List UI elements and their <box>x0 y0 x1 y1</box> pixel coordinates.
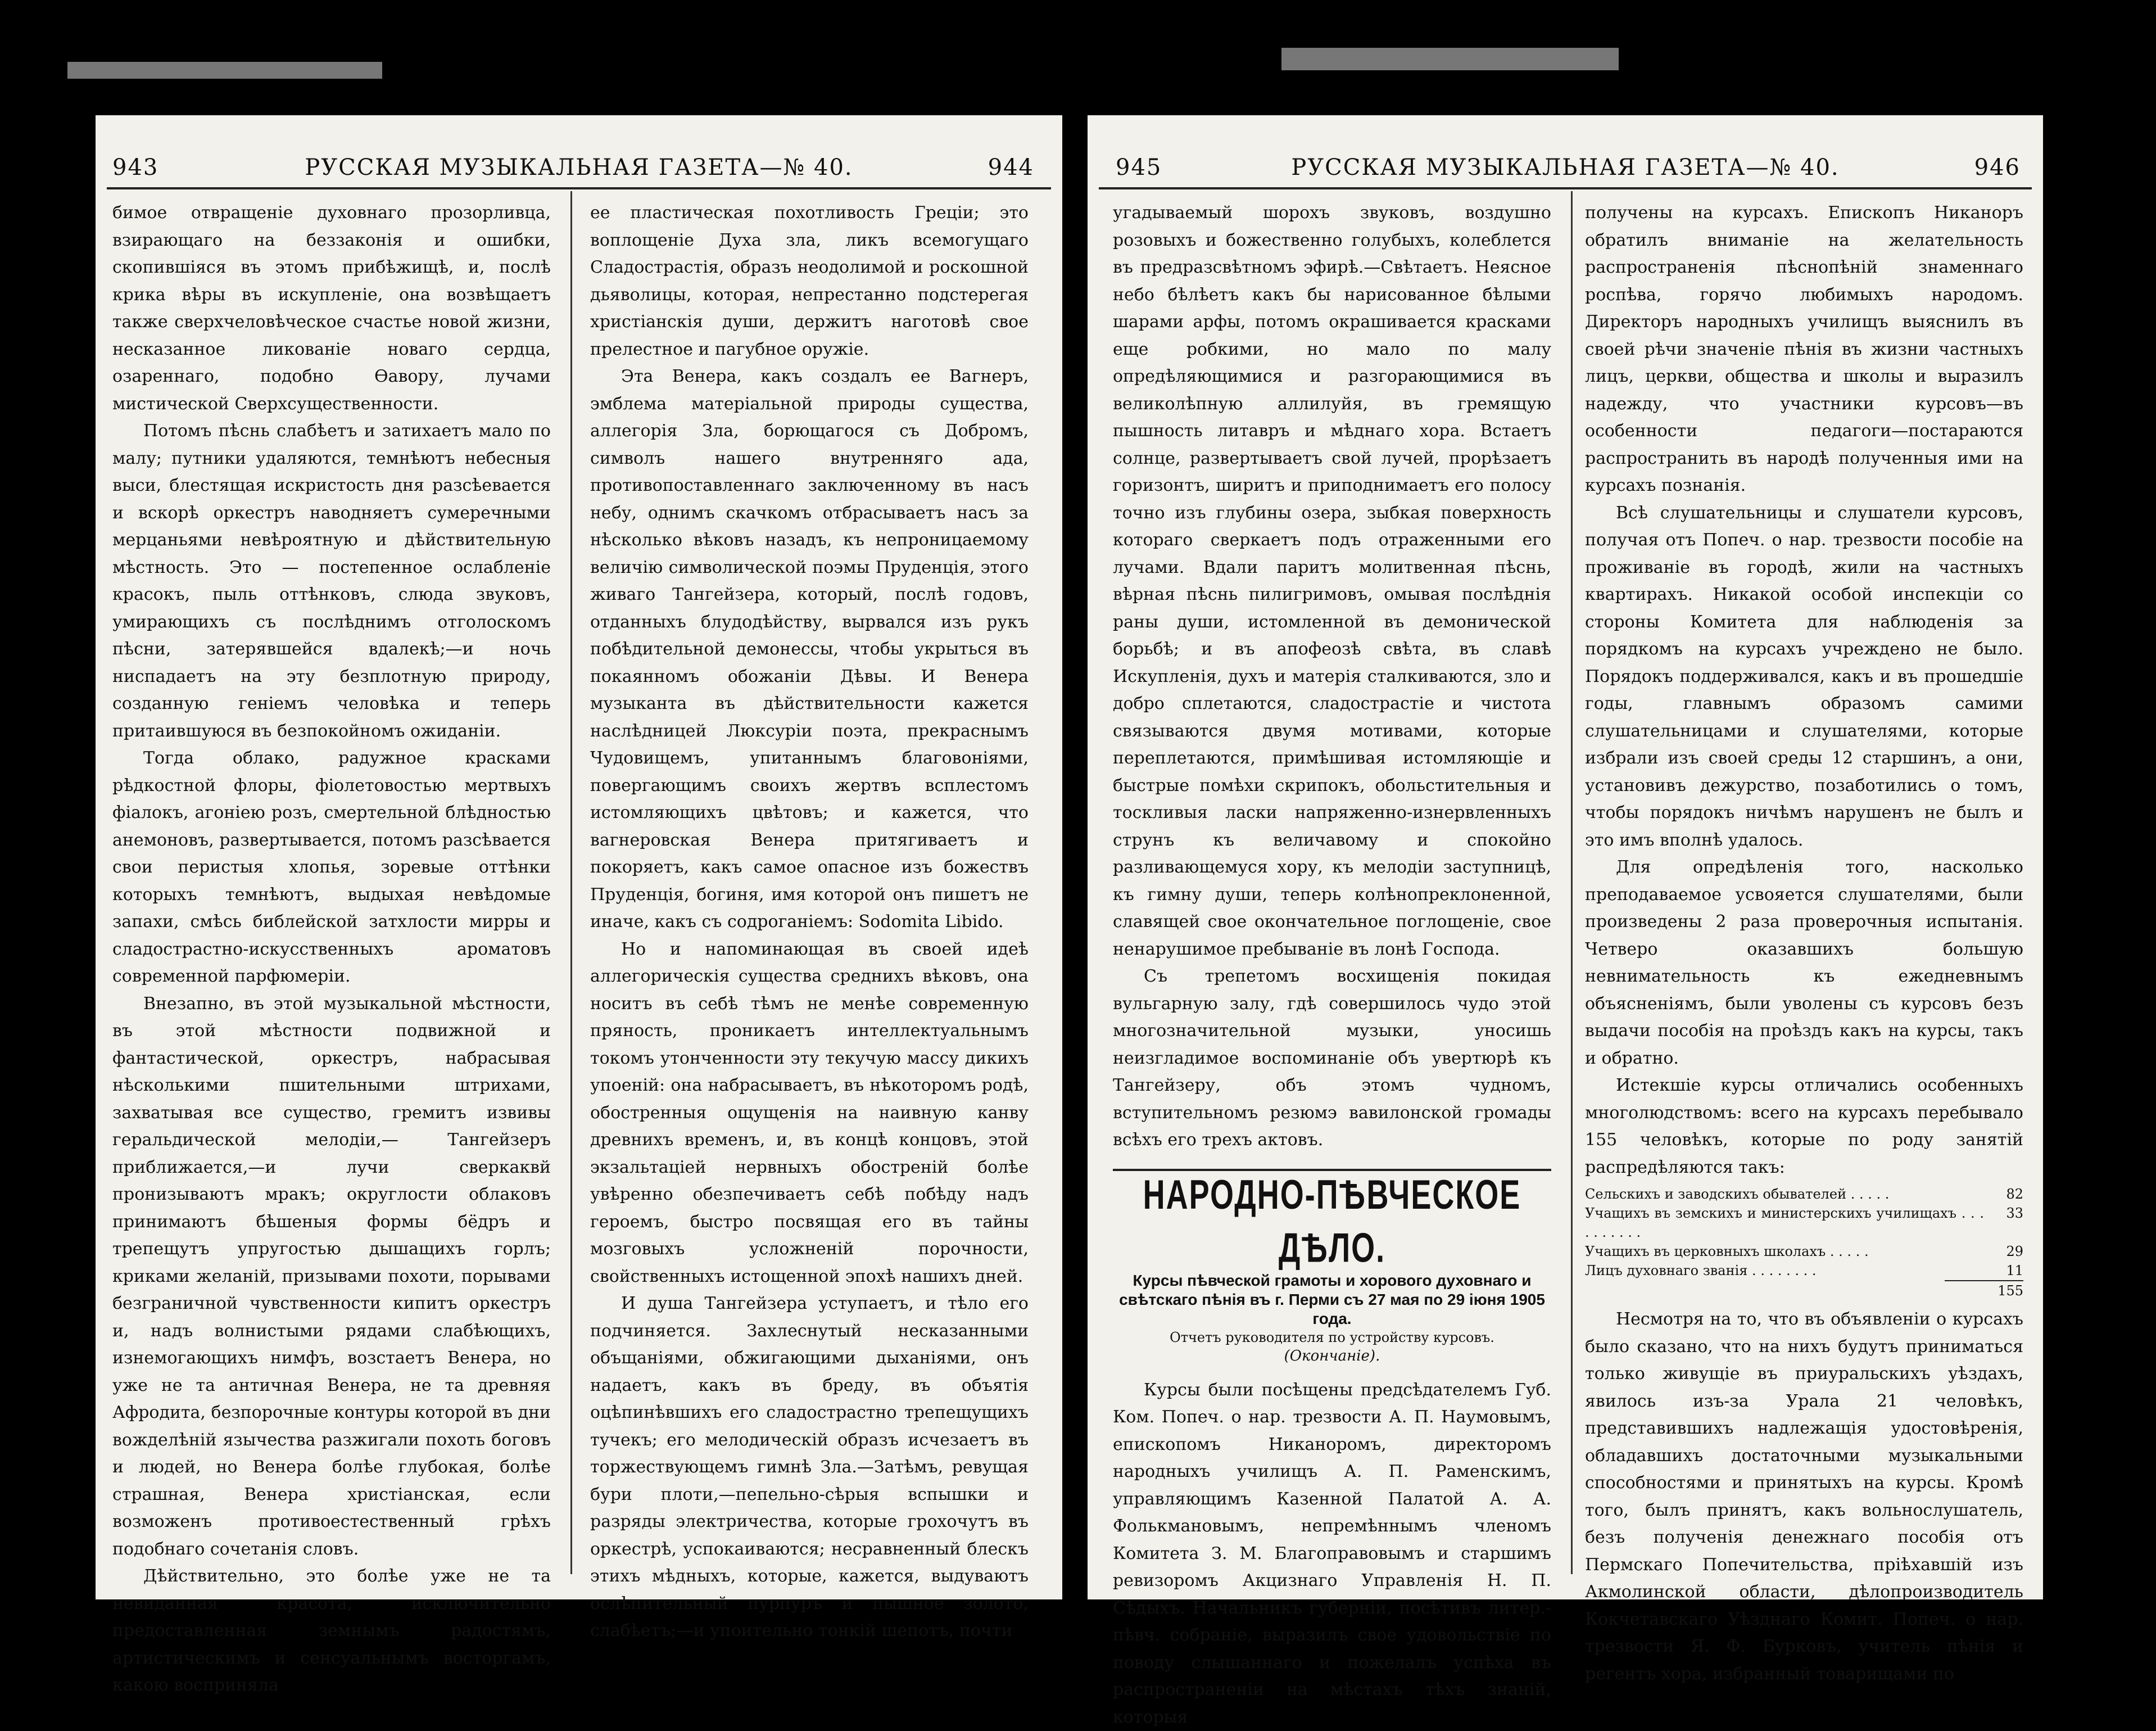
table-total: 155 <box>1945 1280 2023 1300</box>
paragraph: Для опредѣленія того, насколько преподаваемое усвояется слушателями, были произведены 2 раза проверочныя испытанія. Четверо оказавшихъ большую невнимательность къ ежедневнымъ объясненіямъ, были уволены съ курсовъ безъ выдачи пособія на проѣздъ какъ на курсы, такъ и обратно. <box>1585 854 2023 1072</box>
page-number-946: 946 <box>1974 155 2021 180</box>
attendance-table <box>1585 1185 2023 1300</box>
scan-noise-top-right <box>1281 48 1619 70</box>
left-page <box>96 115 1062 1599</box>
section-heading-block <box>1113 1169 1551 1366</box>
paragraph: Внезапно, въ этой музыкальной мѣстности, въ этой мѣстности подвижной и фантастической, оркестръ, набрасывая нѣсколькими пшительными штрихами, захватывая все существо, гремитъ извивы геральдической мелодіи,— Тангейзеръ приближается,—и лучи сверкаквй пронизываютъ мракъ; округлости облаковъ принимаютъ бѣшеныя формы бёдръ и трепещутъ упругостью дышащихъ горлъ; криками желаній, призывами похоти, порывами безграничной чувственности кипитъ оркестръ и, надъ волнистыми рядами слабѣющихъ, изнемогающихъ нимфъ, возстаетъ Венера, но уже не та античная Венера, не та древняя Афродита, безпорочные контуры которой въ дни вожделѣній язычества разжигали похоть боговъ и людей, но Венера болѣе глубокая, болѣе страшная, Венера христіанская, если возможенъ противоестественный грѣхъ подобнаго сочетанія словъ. <box>112 991 551 1563</box>
paragraph: И душа Тангейзера уступаетъ, и тѣло его подчиняется. Захлеснутый несказанными объщаніями, обжигающими дыханіями, онъ надаетъ, какъ въ бреду, въ объятія оцѣпинѣвшихъ его сладострастно трепещущихъ тучекъ; его мелодическій образъ исчезаетъ въ торжествующемъ гимнѣ Зла.—Затѣмъ, ревущая бури плоти,—пепельно-сѣрыя вспышки и разряды электричества, которые грохочутъ въ оркестрѣ, успокаиваются; несравненный блескъ этихъ мѣдныхъ, которые, кажется, выдуваютъ ослѣпительный пурпуръ и пышное золото, слабѣетъ;—и упоительно тонкій шепотъ, почти <box>590 1290 1029 1645</box>
paragraph: получены на курсахъ. Епископъ Никаноръ обратилъ вниманіе на желательность распространенія пѣснопѣній знаменнаго роспѣва, горячо любимыхъ народомъ. Директоръ народныхъ училищъ выяснилъ въ своей рѣчи значеніе пѣнія въ жизни частныхъ лицъ, церкви, общества и школы и выразилъ надежду, что участники курсовъ—въ особенности педагоги—постараются распространить въ народѣ полученныя ими на курсахъ познанія. <box>1585 200 2023 500</box>
page-number-944: 944 <box>988 155 1034 180</box>
page-number-945: 945 <box>1116 155 1162 180</box>
paragraph: Но и напоминающая въ своей идеѣ аллегорическія существа среднихъ вѣковъ, она носитъ въ себѣ тѣмъ не менѣе современную пряность, проникаетъ интеллектуальнымъ токомъ утонченности эту текучую массу дикихъ упоеній: она набрасываетъ, въ нѣкоторомъ родѣ, обостренныя ощущенія на наивную канву древнихъ временъ, и, въ концѣ концовъ, этой экзальтаціей нервныхъ обостреній болѣе увѣренно обезпечиваетъ себѣ побѣду надъ героемъ, быстро посвящая его въ тайны мозговыхъ усложненій порочности, свойственныхъ истощенной эпохѣ нашихъ дней. <box>590 936 1029 1291</box>
right-page <box>1088 115 2043 1599</box>
paragraph: Эта Венера, какъ создалъ ее Вагнеръ, эмблема матеріальной природы существа, аллегорія Зла, борющагося съ Добромъ, символъ нашего внутренняго ада, противопоставленнаго заключенному въ насъ небу, однимъ скачкомъ отбрасываетъ насъ за нѣсколько вѣковъ назадъ, къ непроницаемому величію символической поэмы Пруденція, этого живаго Тангейзера, который, послѣ годовъ, отданныхъ блудодѣйству, вырвался изъ рукъ побѣдительной демонессы, чтобы укрыться въ покаянномъ обожаніи Дѣвы. И Венера музыканта въ дѣйствительности кажется наслѣдницей Люксуріи поэта, прекраснымъ Чудовищемъ, упитаннымъ благовоніями, повергающимъ своихъ жертвъ всплестомъ истомляющихъ цвѣтовъ; и кажется, что вагнеровская Венера притягиваетъ и покоряетъ, какъ самое опасное изъ божествъ Пруденція, богиня, имя которой онъ пишетъ не иначе, какъ съ содроганіемъ: Sodomita Libido. <box>590 363 1029 936</box>
right-column-2 <box>1585 200 2023 1571</box>
paragraph: Съ трепетомъ восхищенія покидая вульгарную залу, гдѣ совершилось чудо этой многозначительной музыки, уносишь неизгладимое воспоминаніе объ увертюрѣ къ Тангейзеру, объ этомъ чудномъ, вступительномъ резюмэ вавилонской громады всѣхъ его трехъ актовъ. <box>1113 963 1551 1154</box>
paragraph: Дѣйствительно, это болѣе уже не та невиданная красота, исключительно предоставленная земнымъ радостямъ, артистическимъ и сенсуальнымъ восторгамъ, какою восприняла <box>112 1563 551 1700</box>
left-column-1 <box>112 200 551 1571</box>
section-subheading: Курсы пѣвческой грамоты и хорового духовнаго и свѣтскаго пѣнія въ г. Перми съ 27 мая по 29 іюня 1905 года. <box>1113 1271 1551 1328</box>
right-column-1 <box>1113 200 1551 1571</box>
paragraph: ее пластическая похотливость Греціи; это воплощеніе Духа зла, ликъ всемогущаго Сладострастія, образъ неодолимой и роскошной дьяволицы, которая, непрестанно подстерегая христіанскія души, держитъ наготовѣ свое прелестное и пагубное оружіе. <box>590 200 1029 363</box>
right-running-header <box>1088 138 2043 188</box>
table-row: Учащихъ въ земскихъ и министерскихъ училищахъ . . . . . . . . . . 33 <box>1585 1204 2023 1242</box>
paragraph: угадываемый шорохъ звуковъ, воздушно розовыхъ и божественно голубыхъ, колеблется въ предразсвѣтномъ эфирѣ.—Свѣтаетъ. Неясное небо бѣлѣетъ какъ бы нарисованное бѣлыми шарами арфы, потомъ окрашивается красками еще робкими, но мало по малу опредѣляющимися и разгорающимися въ великолѣпную аллилуйя, въ гремящую пышность литавръ и мѣднаго хора. Встаетъ солнце, развертываетъ свой лучей, прорѣзаетъ горизонтъ, ширитъ и приподнимаетъ его полосу точно изъ глубины озера, зыбкая поверхность котораго сверкаетъ подъ отраженными его лучами. Вдали паритъ молитвенная пѣснь, вѣрная пѣснь пилигримовъ, омывая послѣднія раны души, истомленной въ демонической борьбѣ; и въ апофеозѣ свѣта, въ славѣ Искупленія, духъ и матерія сталкиваются, зло и добро сплетаются, сладострастіе и чистота связываются двумя мотивами, которые переплетаются, примѣшивая истомляющіе и быстрые помѣхи скрипокъ, обольстительныя и тоскливыя ласки напряженно-изнервленныхъ струнъ къ величавому и спокойно разливающемуся хору, къ мелодіи заступницѣ, къ гимну души, теперь колѣнопреклоненной, славящей свое окончательное поглощеніе, свое ненарушимое пребываніе въ лонѣ Господа. <box>1113 200 1551 963</box>
left-column-2 <box>590 200 1029 1571</box>
table-row: Учащихъ въ церковныхъ школахъ . . . . . 29 <box>1585 1242 2023 1261</box>
report-line: Отчетъ руководителя по устройству курсовъ. <box>1113 1328 1551 1346</box>
column-divider <box>1571 191 1573 1574</box>
left-running-header <box>96 138 1062 188</box>
paragraph: бимое отвращеніе духовнаго прозорливца, взирающаго на беззаконія и ошибки, скопившіяся въ этомъ прибѣжищѣ, и, послѣ крика вѣры въ искупленіе, она возвѣщаетъ также сверхчеловѣческое счастье новой жизни, несказанное ликованіе новаго сердца, озареннаго, подобно Ѳавору, лучами мистической Сверхсущественности. <box>112 200 551 418</box>
paragraph: Потомъ пѣснь слабѣетъ и затихаетъ мало по малу; путники удаляются, темнѣютъ небесныя выси, блестящая искристость дня разсѣевается и вскорѣ оркестръ наводняетъ сумеречными мерцаньями невѣроятную и дѣйствительную мѣстность. Это — постепенное ослабленіе красокъ, пыль оттѣнковъ, слюда звуковъ, умирающихъ съ послѣднимъ отголоскомъ пѣсни, затерявшейся вдалекѣ;—и ночь ниспадаетъ на эту безплотную природу, созданную геніемъ человѣка и теперь притаившуюся въ безпокойномъ ожиданіи. <box>112 418 551 745</box>
scan-noise-top-left <box>67 62 382 79</box>
ending-note: (Окончаніе). <box>1113 1346 1551 1366</box>
header-rule <box>1099 187 2032 189</box>
header-rule <box>107 187 1051 189</box>
table-row: Сельскихъ и заводскихъ обывателей . . . . . 82 <box>1585 1185 2023 1204</box>
paragraph: Всѣ слушательницы и слушатели курсовъ, получая отъ Попеч. о нар. трезвости пособіе на проживаніе въ городѣ, жили на частныхъ квартирахъ. Никакой особой инспекціи со стороны Комитета для наблюденія за порядкомъ на курсахъ учреждено не было. Порядокъ поддерживался, какъ и въ прошедшіе годы, главнымъ образомъ самими слушательницами и слушателями, которые избрали изъ своей среды 12 старшинъ, а они, установивъ дежурство, позаботились о томъ, чтобы порядокъ ничѣмъ нарушенъ не былъ и это имъ вполнѣ удалось. <box>1585 500 2023 855</box>
newspaper-title: РУССКАЯ МУЗЫКАЛЬНАЯ ГАЗЕТА—№ 40. <box>96 155 1062 180</box>
column-divider <box>570 191 572 1574</box>
paragraph: Тогда облако, радужное красками рѣдкостной флоры, фіолетовостью мертвыхъ фіалокъ, агоніею розъ, смертельной блѣдностью анемоновъ, развертывается, потомъ разсѣвается свои перистыя хлопья, зоревые оттѣнки которыхъ темнѣютъ, выдыхая невѣдомые запахи, смѣсь библейской затхлости мирры и сладострастно-искусственныхъ ароматовъ современной парфюмеріи. <box>112 745 551 991</box>
page-number-943: 943 <box>112 155 158 180</box>
newspaper-title: РУССКАЯ МУЗЫКАЛЬНАЯ ГАЗЕТА—№ 40. <box>1088 155 2043 180</box>
table-row: Лицъ духовнаго званія . . . . . . . . 11 <box>1585 1261 2023 1280</box>
section-heading: НАРОДНО-ПѢВЧЕСКОЕ ДѢЛО. <box>1113 1168 1551 1274</box>
paragraph: Несмотря на то, что въ объявленіи о курсахъ было сказано, что на нихъ будутъ приниматься только живущіе въ приуральскихъ уѣздахъ, явилось изъ-за Урала 21 человѣкъ, представившихъ надлежащія удостовѣренія, обладавшихъ достаточными музыкальными способностями и принятыхъ на курсы. Кромѣ того, былъ принятъ, какъ вольнослушатель, безъ полученія денежнаго пособія отъ Пермскаго Попечительства, пріѣхавшій изъ Акмолинской области, дѣлопроизводитель Кокчетавскаго Уѣзднаго Комит. Попеч. о нар. трезвости Я. Ф. Бурковъ, учитель пѣнія и регентъ хора, избранный товарищами по <box>1585 1306 2023 1688</box>
paragraph: Курсы были посѣщены предсѣдателемъ Губ. Ком. Попеч. о нар. трезвости А. П. Наумовымъ, епископомъ Никаноромъ, директоромъ народныхъ училищъ А. П. Раменскимъ, управляющимъ Казенной Палатой А. А. Фолькмановымъ, непремѣннымъ членомъ Комитета З. М. Благоправовымъ и старшимъ ревизоромъ Акцизнаго Управленія Н. П. Сѣдыхъ. Начальникъ губерніи, посѣтивъ литер.-пѣвч. собраніе, выразилъ свое удовольствіе по поводу слышаннаго и пожелалъ успѣха въ распространеніи на мѣстахъ тѣхъ знаній, которыя <box>1113 1377 1551 1731</box>
paragraph: Истекшіе курсы отличались особенныхъ многолюдствомъ: всего на курсахъ перебывало 155 человѣкъ, которые по роду занятій распредѣляются такъ: <box>1585 1072 2023 1181</box>
